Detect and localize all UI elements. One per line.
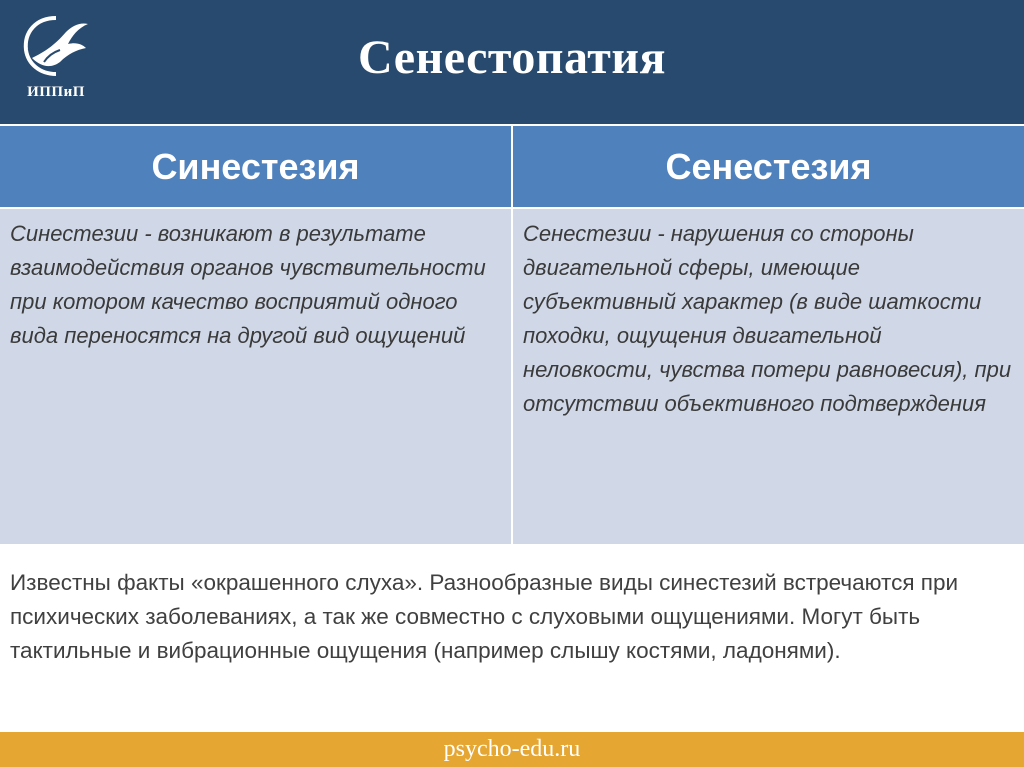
logo-text: ИППиП — [27, 84, 85, 100]
table-column-divider — [511, 126, 513, 544]
cell-synesthesia-definition: Синестезии - возникают в результате взаимодействия органов чувствительности при котором качество восприятий одного вида переносятся на другой вид ощущений — [0, 209, 511, 544]
body-paragraph: Известны факты «окрашенного слуха». Разнообразные виды синестезий встречаются при психических заболеваниях, а так же совместно с слуховыми ощущениями. Могут быть тактильные и вибрационные ощущения (например слышу костями, ладонями). — [10, 570, 959, 663]
header-bar — [0, 0, 1024, 124]
column-header-synesthesia: Синестезия — [0, 126, 511, 207]
page-title: Сенестопатия — [358, 31, 666, 84]
cell-senesthesia-definition: Сенестезии - нарушения со стороны двигательной сферы, имеющие субъективный характер (в виде шаткости походки, ощущения двигательной неловкости, чувства потери равновесия), при отсутствии объективного подтверждения — [513, 209, 1024, 544]
table-row-divider — [0, 207, 1024, 209]
column-header-senesthesia: Сенестезия — [513, 126, 1024, 207]
footer-bar — [0, 732, 1024, 767]
footer-link[interactable]: psycho-edu.ru — [443, 736, 581, 762]
comparison-table — [0, 126, 1024, 544]
